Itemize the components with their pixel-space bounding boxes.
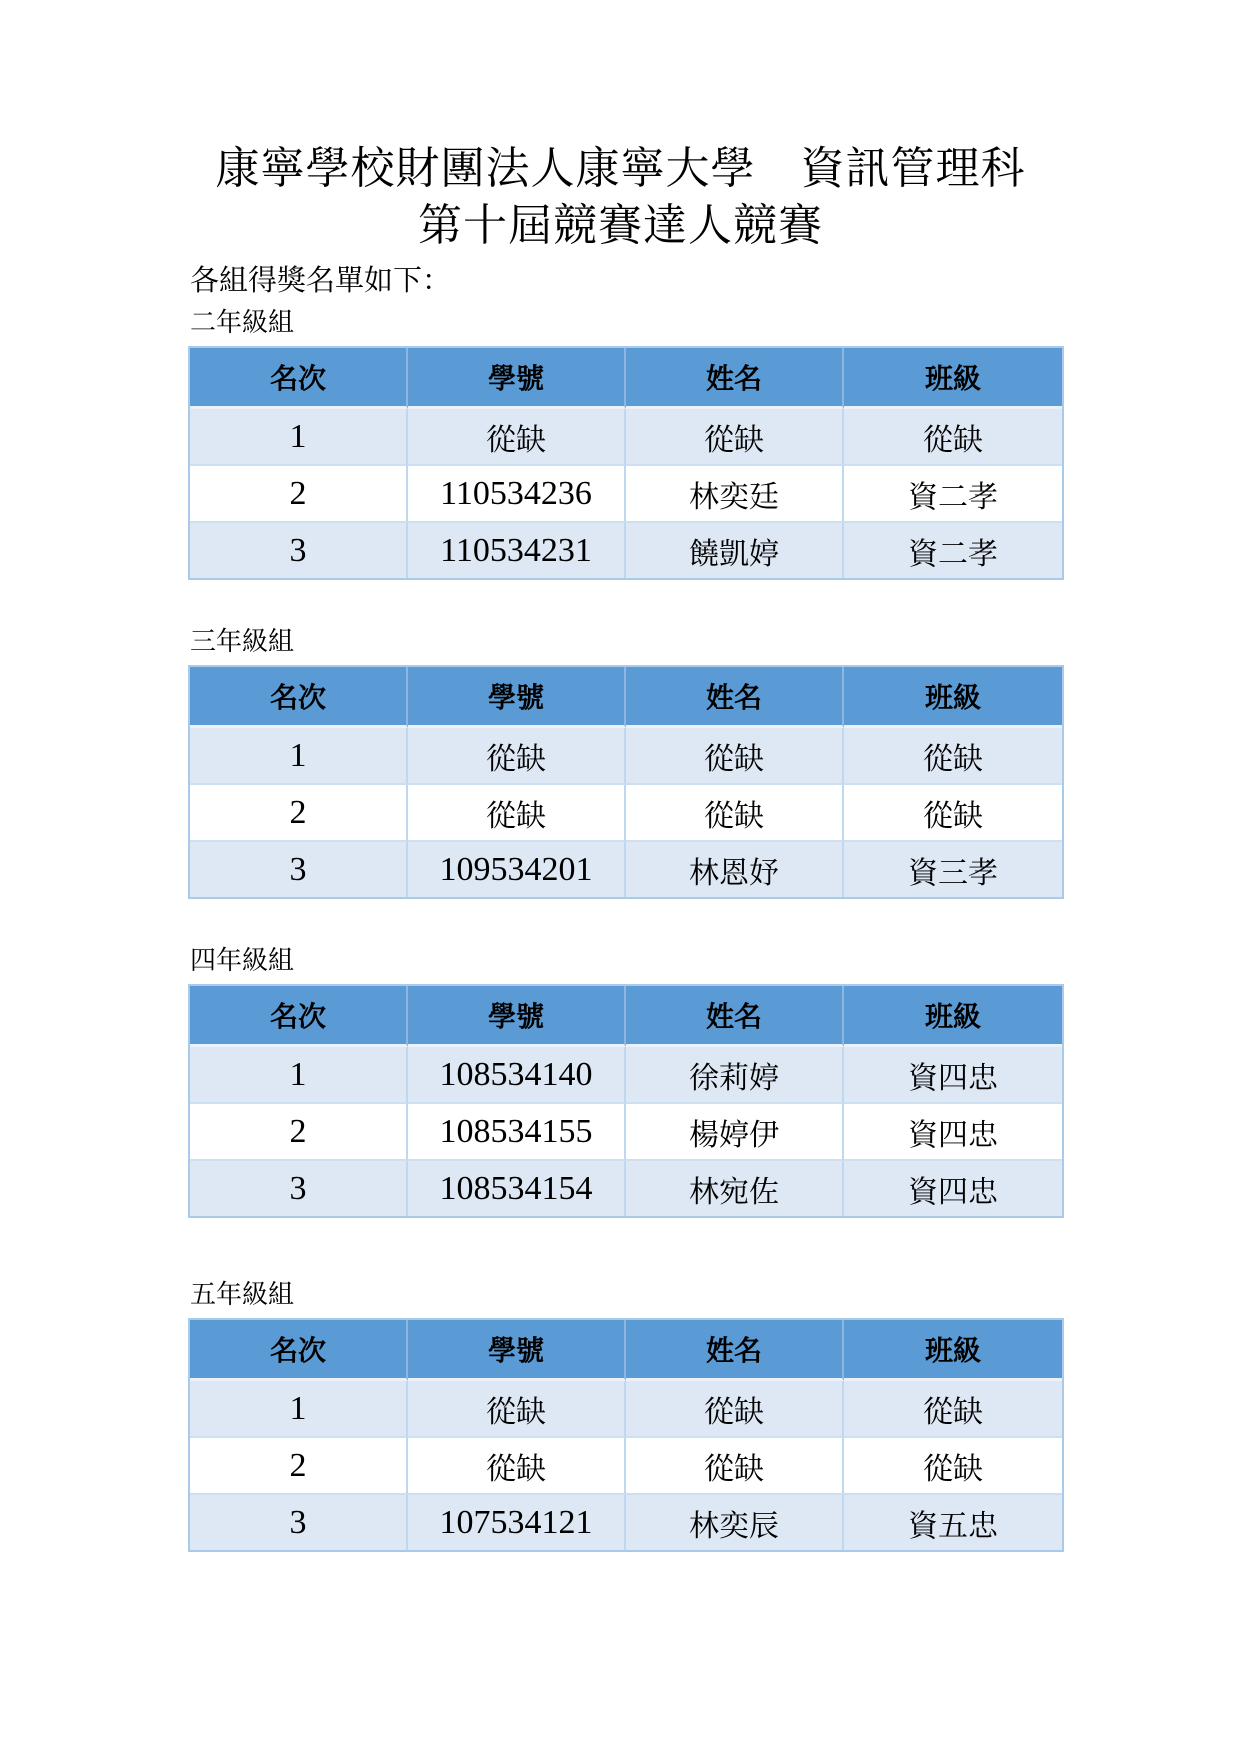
- rank-cell: 3: [190, 1161, 408, 1216]
- student-id-cell: 108534155: [408, 1104, 626, 1161]
- student-id-cell: 從缺: [408, 785, 626, 842]
- class-cell: 資五忠: [844, 1495, 1062, 1550]
- table-row: [190, 1047, 1062, 1104]
- name-cell: 饒凱婷: [626, 523, 844, 578]
- rank-cell: 1: [190, 728, 408, 785]
- name-cell: 林宛佐: [626, 1161, 844, 1216]
- name-cell: 楊婷伊: [626, 1104, 844, 1161]
- rank-cell: 2: [190, 1438, 408, 1495]
- table-header-row: [190, 667, 1062, 728]
- table-header-row: [190, 348, 1062, 409]
- student-id-cell: 從缺: [408, 728, 626, 785]
- column-header: 名次: [190, 667, 408, 728]
- student-id-cell: 108534154: [408, 1161, 626, 1216]
- column-header: 姓名: [626, 986, 844, 1047]
- grade-section: [188, 1278, 1064, 1552]
- class-cell: 資二孝: [844, 466, 1062, 523]
- table-row: [190, 466, 1062, 523]
- class-cell: 資四忠: [844, 1047, 1062, 1104]
- name-cell: 從缺: [626, 785, 844, 842]
- table-row: [190, 1381, 1062, 1438]
- table-row: [190, 1438, 1062, 1495]
- class-cell: 從缺: [844, 728, 1062, 785]
- rank-cell: 3: [190, 1495, 408, 1550]
- class-cell: 資三孝: [844, 842, 1062, 897]
- column-header: 班級: [844, 348, 1062, 409]
- column-header: 班級: [844, 667, 1062, 728]
- column-header: 學號: [408, 348, 626, 409]
- column-header: 姓名: [626, 348, 844, 409]
- column-header: 學號: [408, 986, 626, 1047]
- grade-section: [188, 306, 1064, 580]
- column-header: 班級: [844, 986, 1062, 1047]
- student-id-cell: 109534201: [408, 842, 626, 897]
- table-row: [190, 1495, 1062, 1550]
- rank-cell: 1: [190, 409, 408, 466]
- class-cell: 從缺: [844, 785, 1062, 842]
- table-header-row: [190, 986, 1062, 1047]
- name-cell: 從缺: [626, 728, 844, 785]
- name-cell: 從缺: [626, 409, 844, 466]
- section-label: 四年級組: [190, 946, 295, 975]
- results-table: [188, 1318, 1064, 1552]
- column-header: 學號: [408, 1320, 626, 1381]
- class-cell: 資四忠: [844, 1161, 1062, 1216]
- table-row: [190, 1104, 1062, 1161]
- table-row: [190, 1161, 1062, 1216]
- name-cell: 從缺: [626, 1438, 844, 1495]
- column-header: 姓名: [626, 667, 844, 728]
- award-sections: [188, 306, 1064, 1552]
- rank-cell: 2: [190, 466, 408, 523]
- column-header: 名次: [190, 1320, 408, 1381]
- results-table: [188, 346, 1064, 580]
- grade-section: [188, 625, 1064, 899]
- name-cell: 林奕辰: [626, 1495, 844, 1550]
- student-id-cell: 110534236: [408, 466, 626, 523]
- section-label: 三年級組: [190, 627, 295, 656]
- class-cell: 從缺: [844, 1438, 1062, 1495]
- class-cell: 資四忠: [844, 1104, 1062, 1161]
- results-table: [188, 984, 1064, 1218]
- student-id-cell: 108534140: [408, 1047, 626, 1104]
- student-id-cell: 110534231: [408, 523, 626, 578]
- table-row: [190, 523, 1062, 578]
- name-cell: 從缺: [626, 1381, 844, 1438]
- student-id-cell: 從缺: [408, 1381, 626, 1438]
- name-cell: 徐莉婷: [626, 1047, 844, 1104]
- document-title-line-2: 第十屆競賽達人競賽: [418, 201, 823, 250]
- rank-cell: 1: [190, 1047, 408, 1104]
- student-id-cell: 從缺: [408, 409, 626, 466]
- rank-cell: 3: [190, 523, 408, 578]
- section-label: 五年級組: [190, 1280, 295, 1309]
- table-row: [190, 728, 1062, 785]
- student-id-cell: 107534121: [408, 1495, 626, 1550]
- class-cell: 從缺: [844, 1381, 1062, 1438]
- table-row: [190, 842, 1062, 897]
- rank-cell: 2: [190, 1104, 408, 1161]
- class-cell: 資二孝: [844, 523, 1062, 578]
- column-header: 姓名: [626, 1320, 844, 1381]
- section-label: 二年級組: [190, 308, 295, 337]
- table-row: [190, 785, 1062, 842]
- table-header-row: [190, 1320, 1062, 1381]
- name-cell: 林奕廷: [626, 466, 844, 523]
- class-cell: 從缺: [844, 409, 1062, 466]
- grade-section: [188, 944, 1064, 1218]
- column-header: 班級: [844, 1320, 1062, 1381]
- rank-cell: 3: [190, 842, 408, 897]
- column-header: 學號: [408, 667, 626, 728]
- rank-cell: 2: [190, 785, 408, 842]
- name-cell: 林恩妤: [626, 842, 844, 897]
- table-row: [190, 409, 1062, 466]
- column-header: 名次: [190, 348, 408, 409]
- intro-text: 各組得獎名單如下：: [190, 265, 452, 297]
- results-table: [188, 665, 1064, 899]
- rank-cell: 1: [190, 1381, 408, 1438]
- student-id-cell: 從缺: [408, 1438, 626, 1495]
- document-title-line-1: 康寧學校財團法人康寧大學 資訊管理科: [215, 144, 1026, 193]
- column-header: 名次: [190, 986, 408, 1047]
